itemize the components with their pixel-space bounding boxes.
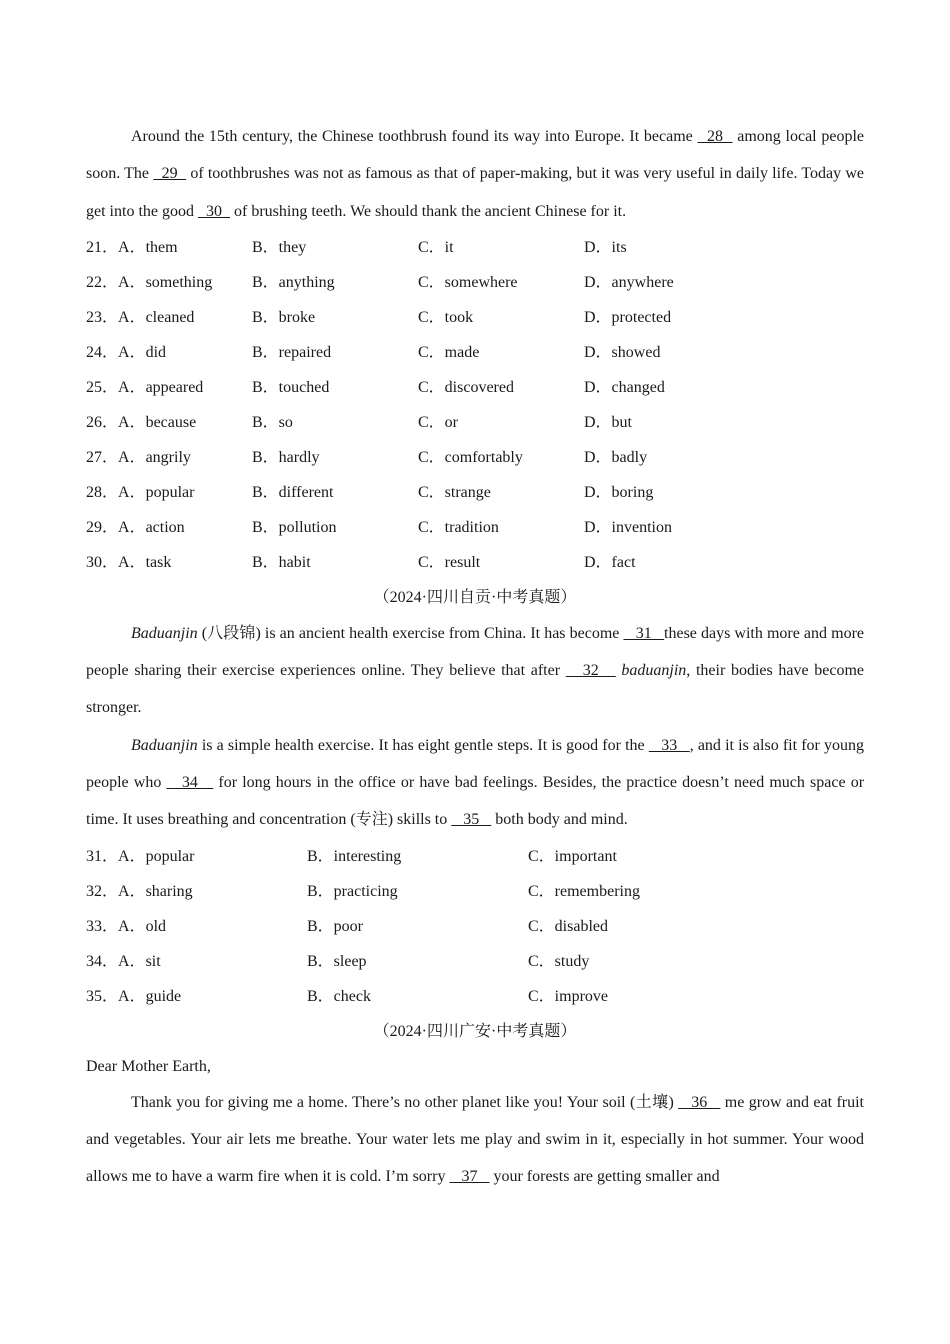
option-c: C．comfortably	[418, 448, 523, 466]
question-row-22	[86, 265, 864, 300]
question-row-32	[86, 874, 864, 909]
option-d: D．its	[584, 238, 627, 256]
option-b: B．pollution	[252, 518, 337, 536]
option-c: C．study	[528, 952, 590, 970]
question-row-27	[86, 440, 864, 475]
option-c: C．made	[418, 343, 480, 361]
question-number-a: 26．A．because	[86, 413, 197, 431]
option-b: B．they	[252, 238, 307, 256]
blank-34: 34	[166, 774, 214, 792]
option-b: B．practicing	[307, 882, 398, 900]
text: Around the 15th century, the Chinese toothbrush found its way into Europe. It became	[131, 128, 698, 145]
option-b: B．different	[252, 483, 334, 501]
text: both body and mind.	[491, 811, 628, 829]
option-c: C．strange	[418, 483, 491, 501]
text: is a simple health exercise. It has eight gentle steps. It is good for the	[197, 736, 649, 754]
text: (八段锦) is an ancient health exercise from China. It has become	[197, 624, 624, 642]
option-b: B．habit	[252, 553, 311, 571]
text: of toothbrushes was not as famous as that of paper-making, but it was very useful in daily life. Today we get into the good	[86, 165, 865, 220]
option-b: B．hardly	[252, 448, 320, 466]
option-c: C．improve	[528, 987, 608, 1005]
option-c: C．it	[418, 238, 454, 256]
passage2-paragraph-2	[86, 727, 864, 839]
worksheet-page	[86, 118, 864, 1196]
option-d: D．fact	[584, 553, 636, 571]
option-d: D．invention	[584, 518, 672, 536]
option-b: B．sleep	[307, 952, 367, 970]
question-number-a: 27．A．angrily	[86, 448, 191, 466]
option-d: D．protected	[584, 308, 672, 326]
question-number-a: 25．A．appeared	[86, 378, 204, 396]
question-row-23	[86, 300, 864, 335]
option-c: C．somewhere	[418, 273, 518, 291]
question-row-28	[86, 475, 864, 510]
option-b: B．interesting	[307, 847, 402, 865]
blank-31: 31	[623, 624, 665, 642]
question-row-29	[86, 510, 864, 545]
text: baduanjin	[621, 662, 687, 680]
blank-30: 30	[197, 202, 230, 220]
question-row-26	[86, 405, 864, 440]
passage3-paragraph	[86, 1084, 864, 1196]
question-number-a: 28．A．popular	[86, 483, 195, 501]
question-row-35	[86, 979, 864, 1014]
blank-37: 37	[449, 1168, 490, 1186]
question-row-34	[86, 944, 864, 979]
question-number-a: 24．A．did	[86, 343, 167, 361]
option-c: C．discovered	[418, 378, 514, 396]
question-row-24	[86, 335, 864, 370]
option-b: B．repaired	[252, 343, 332, 361]
option-b: B．touched	[252, 378, 330, 396]
passage2-paragraph-1	[86, 615, 864, 727]
text: these days with more and more people sharing their exercise experiences online. They believe that after	[86, 624, 864, 680]
text: , and it is also fit for young people who	[86, 736, 865, 792]
blank-32: 32	[565, 662, 616, 680]
option-c: C．disabled	[528, 917, 608, 935]
text: , their bodies have become stronger.	[86, 662, 865, 717]
text: of brushing teeth. We should thank the ancient Chinese for it.	[229, 202, 627, 220]
text: Baduanjin	[131, 624, 198, 642]
text: among local people soon. The	[86, 128, 865, 183]
question-row-33	[86, 909, 864, 944]
text: me grow and eat fruit and vegetables. Your air lets me breathe. Your water lets me play and swim in it, especially in hot summer. Your wood allows me to have a warm fire when it is cold. I’m sorry	[86, 1093, 865, 1186]
question-row-21	[86, 230, 864, 265]
option-d: D．but	[584, 413, 633, 431]
option-c: C．took	[418, 308, 474, 326]
option-d: D．boring	[584, 483, 654, 501]
option-b: B．anything	[252, 273, 335, 291]
option-c: C．important	[528, 847, 617, 865]
option-d: D．changed	[584, 378, 665, 396]
source-label: （2024·四川自贡·中考真题）	[373, 588, 577, 606]
option-c: C．result	[418, 553, 481, 571]
text: Baduanjin	[131, 736, 198, 754]
blank-35: 35	[451, 811, 492, 829]
blank-29: 29	[153, 165, 187, 183]
text: for long hours in the office or have bad feelings. Besides, the practice doesn’t need much space or time. It uses breathing and concentration (专注) skills to	[86, 774, 865, 829]
question-list-1	[86, 230, 864, 580]
text: Thank you for giving me a home. There’s no other planet like you! Your soil (土壤)	[131, 1093, 679, 1111]
question-number-a: 30．A．task	[86, 553, 172, 571]
option-c: C．remembering	[528, 882, 640, 900]
question-number-a: 22．A．something	[86, 273, 213, 291]
question-number-a: 21．A．them	[86, 238, 178, 256]
option-c: C．tradition	[418, 518, 499, 536]
question-row-25	[86, 370, 864, 405]
letter-greeting: Dear Mother Earth,	[86, 1057, 211, 1075]
option-b: B．check	[307, 987, 371, 1005]
question-number-a: 23．A．cleaned	[86, 308, 195, 326]
passage1-paragraph	[86, 118, 864, 230]
option-b: B．poor	[307, 917, 364, 935]
question-number-a: 31．A．popular	[86, 847, 195, 865]
question-row-30	[86, 545, 864, 580]
question-number-a: 35．A．guide	[86, 987, 182, 1005]
blank-33: 33	[648, 736, 690, 754]
source-label: （2024·四川广安·中考真题）	[373, 1022, 577, 1040]
option-b: B．broke	[252, 308, 316, 326]
question-number-a: 33．A．old	[86, 917, 167, 935]
text: your forests are getting smaller and	[489, 1168, 720, 1186]
option-b: B．so	[252, 413, 293, 431]
option-d: D．anywhere	[584, 273, 674, 291]
blank-28: 28	[697, 128, 733, 145]
option-d: D．showed	[584, 343, 661, 361]
question-number-a: 32．A．sharing	[86, 882, 193, 900]
question-row-31	[86, 839, 864, 874]
question-number-a: 34．A．sit	[86, 952, 161, 970]
question-list-2	[86, 839, 864, 1014]
question-number-a: 29．A．action	[86, 518, 185, 536]
option-c: C．or	[418, 413, 459, 431]
blank-36: 36	[678, 1093, 721, 1111]
option-d: D．badly	[584, 448, 648, 466]
